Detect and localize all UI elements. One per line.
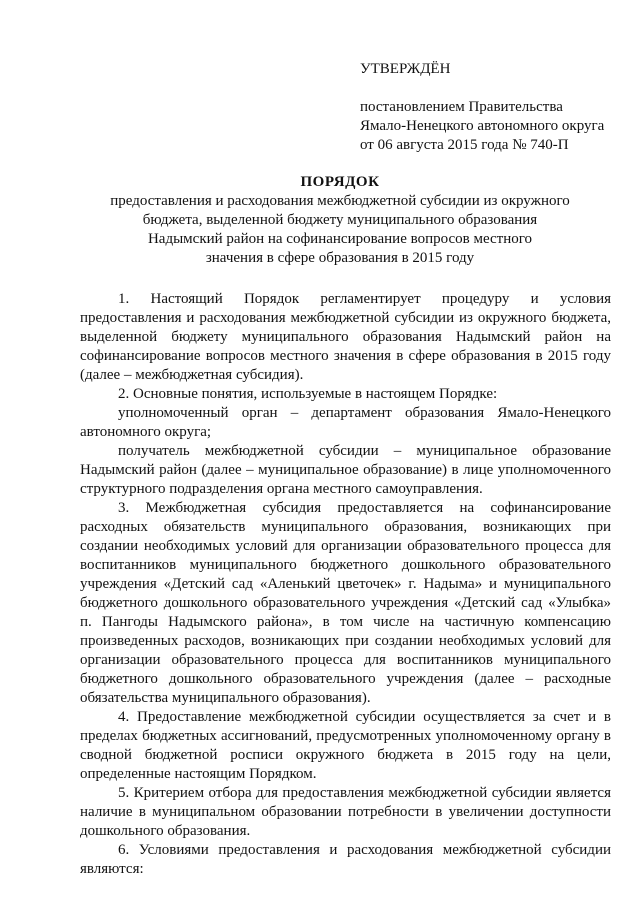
document-subtitle-line: бюджета, выделенной бюджету муниципального образования xyxy=(142,212,538,228)
approval-line: от 06 августа 2015 года № 740-П xyxy=(360,137,569,153)
paragraph-definition-recipient: получатель межбюджетной субсидии – муниципальное образование Надымский район (далее – муниципальное образование) в лице уполномоченного структурного подразделения органа местного самоуправления. xyxy=(80,443,611,497)
document-title-block xyxy=(70,173,610,268)
paragraph-definition-authority: уполномоченный орган – департамент образования Ямало-Ненецкого автономного округа; xyxy=(80,405,611,440)
document-body xyxy=(80,290,611,879)
approval-stamp xyxy=(360,60,630,155)
document-subtitle-line: значения в сфере образования в 2015 году xyxy=(205,250,475,266)
approval-line: Ямало-Ненецкого автономного округа xyxy=(360,118,605,134)
approval-line: постановлением Правительства xyxy=(360,99,563,115)
paragraph-1: 1. Настоящий Порядок регламентирует процедуру и условия предоставления и расходования межбюджетной субсидии из окружного бюджета, выделенной бюджету муниципального образования Надымский район на софинансирование вопросов местного значения в сфере образования в 2015 году (далее – межбюджетная субсидия). xyxy=(80,291,611,383)
paragraph-4: 4. Предоставление межбюджетной субсидии осуществляется за счет и в пределах бюджетных ассигнований, предусмотренных уполномоченному органу в сводной бюджетной росписи окружного бюджета в 2015 году на цели, определенные настоящим Порядком. xyxy=(80,709,611,782)
document-subtitle-line: Надымский район на софинансирование вопросов местного xyxy=(147,231,533,247)
document-subtitle-line: предоставления и расходования межбюджетной субсидии из окружного xyxy=(110,193,570,209)
paragraph-5: 5. Критерием отбора для предоставления межбюджетной субсидии является наличие в муниципальном образовании потребности в увеличении доступности дошкольного образования. xyxy=(80,785,611,839)
document-title: ПОРЯДОК xyxy=(300,174,380,190)
paragraph-3: 3. Межбюджетная субсидия предоставляется на софинансирование расходных обязательств муниципального образования, возникающих при создании необходимых условий для организации образовательного процесса для воспитанников муниципального бюджетного дошкольного образовательного учреждения «Детский сад «Аленький цветочек» г. Надыма» и муниципального бюджетного дошкольного образовательного учреждения «Детский сад «Улыбка» п. Пангоды Надымского района», в том числе на частичную компенсацию произведенных расходов, возникающих при создании необходимых условий для организации образовательного процесса для воспитанников муниципального бюджетного дошкольного образовательного учреждения (далее – расходные обязательства муниципального образования). xyxy=(80,500,611,706)
paragraph-6: 6. Условиями предоставления и расходования межбюджетной субсидии являются: xyxy=(80,842,611,877)
approval-heading: УТВЕРЖДЁН xyxy=(360,61,451,77)
paragraph-2: 2. Основные понятия, используемые в настоящем Порядке: xyxy=(118,386,498,402)
